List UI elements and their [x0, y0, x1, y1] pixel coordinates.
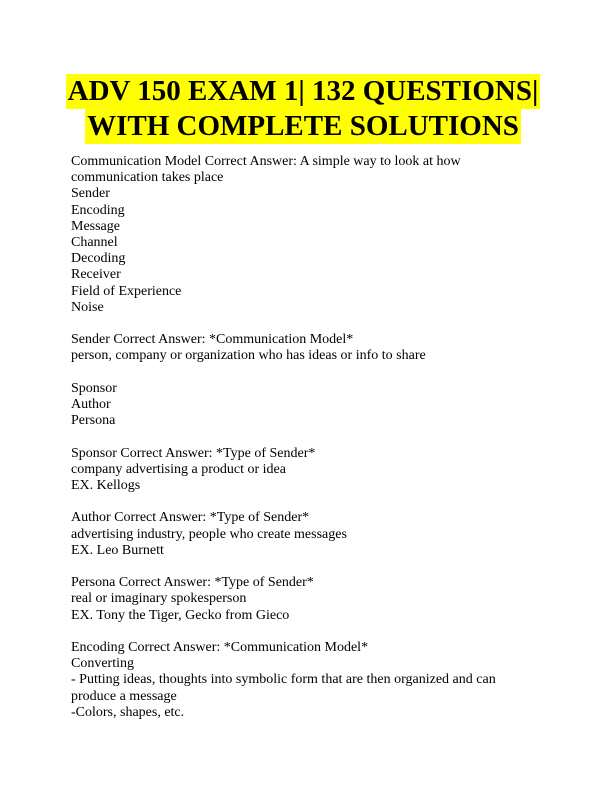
text-line: person, company or organization who has ideas or info to share [71, 348, 426, 364]
text-line: produce a message [71, 688, 177, 704]
text-line: advertising industry, people who create messages [71, 526, 347, 542]
qa-paragraph [71, 510, 541, 559]
text-line: Encoding Correct Answer: *Communication Model* [71, 640, 369, 655]
text-line: company advertising a product or idea [71, 461, 286, 477]
text-line: Encoding [71, 202, 125, 218]
text-line: Sender [71, 186, 110, 202]
text-line: Communication Model Correct Answer: A simple way to look at how [71, 154, 461, 169]
text-line: EX. Tony the Tiger, Gecko from Gieco [71, 607, 290, 623]
qa-paragraph [71, 640, 541, 721]
text-line: Message [71, 218, 120, 234]
text-line: -Colors, shapes, etc. [71, 704, 185, 720]
text-line: Sponsor Correct Answer: *Type of Sender* [71, 445, 316, 461]
text-line: Channel [71, 235, 118, 251]
qa-paragraph [71, 446, 541, 495]
text-line: - Putting ideas, thoughts into symbolic form that are then organized and can [71, 672, 496, 688]
text-line: Field of Experience [71, 283, 182, 299]
text-line: Noise [71, 299, 104, 315]
text-line: real or imaginary spokesperson [71, 591, 247, 607]
qa-paragraph [71, 332, 541, 364]
text-line: Sender Correct Answer: *Communication Model* [71, 332, 354, 348]
text-line: Sponsor [71, 380, 117, 396]
qa-paragraph [71, 154, 541, 316]
text-line: Author [71, 397, 111, 413]
text-line: communication takes place [71, 170, 224, 186]
text-line: EX. Kellogs [71, 478, 141, 494]
text-line: Persona [71, 413, 116, 429]
qa-paragraph [71, 381, 541, 430]
text-line: Author Correct Answer: *Type of Sender* [71, 510, 310, 526]
title-line-2: WITH COMPLETE SOLUTIONS [87, 110, 519, 142]
document-body [71, 154, 541, 737]
text-line: Receiver [71, 267, 121, 283]
document-title [0, 74, 606, 144]
text-line: Decoding [71, 251, 126, 267]
text-line: Converting [71, 656, 134, 672]
text-line: Persona Correct Answer: *Type of Sender* [71, 575, 314, 591]
text-line: EX. Leo Burnett [71, 542, 164, 558]
title-line-1: ADV 150 EXAM 1| 132 QUESTIONS| [67, 75, 539, 107]
qa-paragraph [71, 575, 541, 624]
